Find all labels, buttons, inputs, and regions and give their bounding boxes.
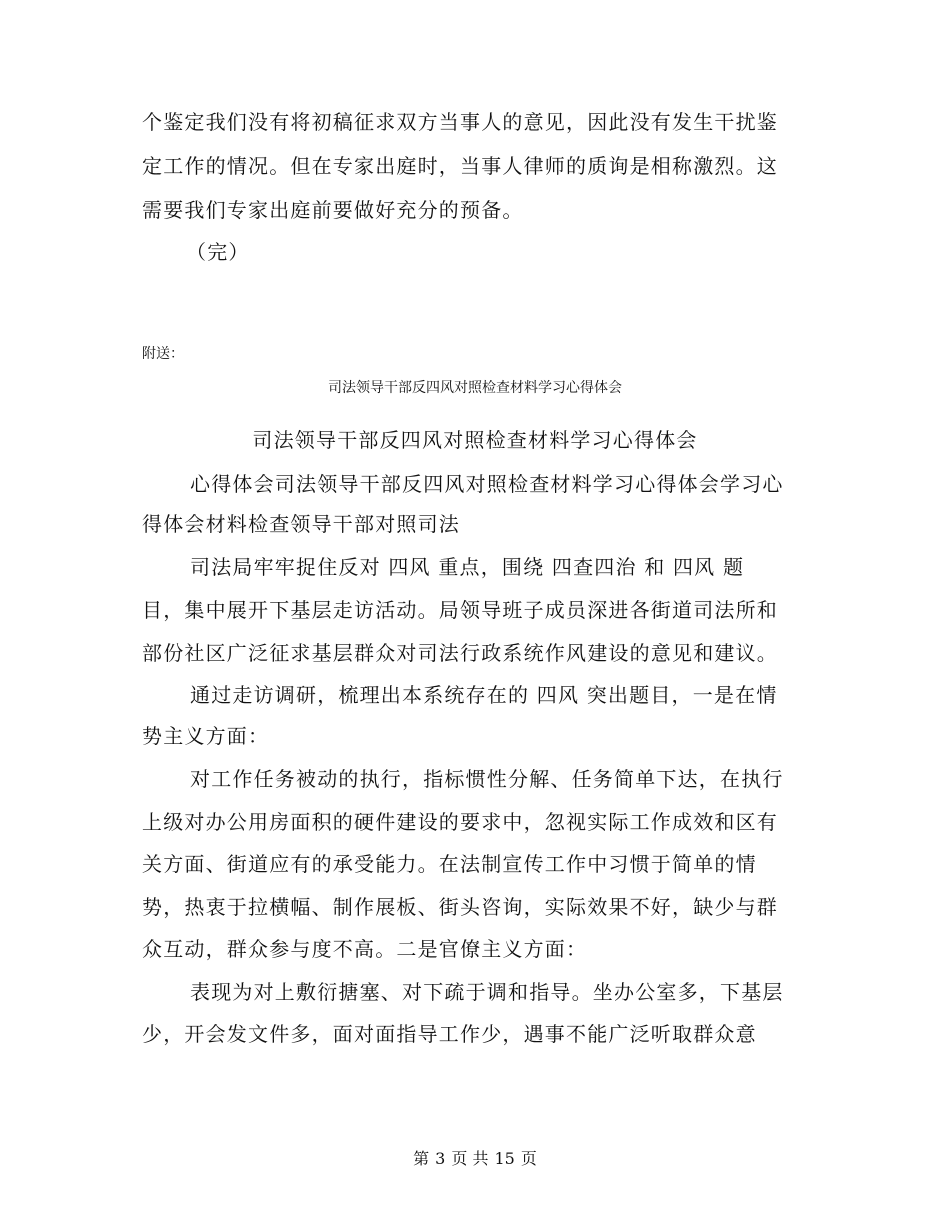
document-title: 司法领导干部反四风对照检查材料学习心得体会: [252, 428, 698, 452]
paragraph-line: 表现为对上敷衍搪塞、对下疏于调和指导。坐办公室多，下基层: [190, 980, 784, 1004]
paragraph-line: 上级对办公用房面积的硬件建设的要求中，忽视实际工作成效和区有: [142, 810, 778, 834]
paragraph-line: 目，集中展开下基层走访活动。局领导班子成员深进各街道司法所和: [142, 598, 778, 622]
attachment-header-title: 司法领导干部反四风对照检查材料学习心得体会: [328, 380, 622, 396]
attachment-label: 附送：: [142, 346, 184, 362]
end-mark: （完）: [186, 240, 250, 264]
footer-middle: 页 共: [451, 1149, 489, 1168]
paragraph-line: 部份社区广泛征求基层群众对司法行政系统作风建设的意见和建议。: [142, 641, 778, 665]
current-page-number: 3: [435, 1149, 446, 1168]
paragraph-line: 对工作任务被动的执行，指标惯性分解、任务简单下达，在执行: [190, 767, 784, 791]
paragraph-line: 司法局牢牢捉住反对 四风 重点，围绕 四查四治 和 四风 题: [190, 555, 745, 579]
footer-suffix: 页: [520, 1149, 537, 1168]
paragraph-line: 势，热衷于拉横幅、制作展板、街头咨询，实际效果不好，缺少与群: [142, 895, 778, 919]
page-footer: [0, 1148, 950, 1170]
paragraph-line: 定工作的情况。但在专家出庭时，当事人律师的质询是相称激烈。这: [142, 154, 778, 178]
footer-prefix: 第: [413, 1149, 430, 1168]
total-pages-number: 15: [494, 1149, 515, 1168]
paragraph-line: 得体会材料检查领导干部对照司法: [142, 512, 460, 536]
paragraph-line: 少，开会发文件多，面对面指导工作少，遇事不能广泛听取群众意: [142, 1022, 757, 1046]
paragraph-line: 心得体会司法领导干部反四风对照检查材料学习心得体会学习心: [190, 472, 784, 496]
paragraph-line: 需要我们专家出庭前要做好充分的预备。: [142, 198, 524, 222]
paragraph-line: 个鉴定我们没有将初稿征求双方当事人的意见，因此没有发生干扰鉴: [142, 110, 778, 134]
paragraph-line: 通过走访调研，梳理出本系统存在的 四风 突出题目，一是在情: [190, 683, 778, 707]
paragraph-line: 关方面、街道应有的承受能力。在法制宣传工作中习惯于简单的情: [142, 852, 757, 876]
paragraph-line: 众互动，群众参与度不高。二是官僚主义方面：: [142, 937, 588, 961]
paragraph-line: 势主义方面：: [142, 724, 270, 748]
